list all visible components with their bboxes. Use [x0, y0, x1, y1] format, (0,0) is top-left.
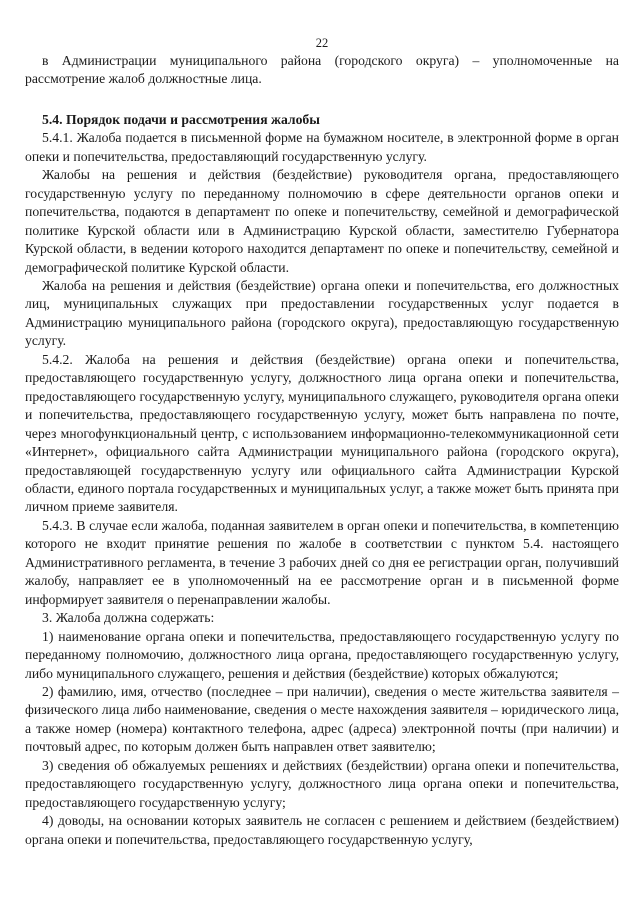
paragraph-5-4-1: 5.4.1. Жалоба подается в письменной форме на бумажном носителе, в электронной форме в орган опеки и попечительства, предоставляющий государственную услугу.: [25, 130, 619, 164]
paragraph-content-requirements: 3. Жалоба должна содержать:: [42, 610, 215, 626]
section-gap: [25, 89, 619, 111]
list-item-1: 1) наименование органа опеки и попечительства, предоставляющего государственную услугу по переданному полномочию, должностного лица органа, предоставляющего государственную услугу, либо муниципального служащего, решения и действия (бездействие) которых обжалуются;: [25, 628, 619, 681]
paragraph-complaint-head: Жалобы на решения и действия (бездействие) руководителя органа, предоставляющего государственную услугу по переданному полномочию в сфере деятельности органов опеки и попечительства, подаются в департамент по опеке и попечительству, семейной и демографической политике Курской области или в Администрацию Курской области, заместителю Губернатора Курской области, в ведении которого находится департамент по опеке и попечительству, семейной и демографической политике Курской области.: [25, 167, 619, 275]
list-item-4: 4) доводы, на основании которых заявитель не согласен с решением и действием (бездействием) органа опеки и попечительства, предоставляющего государственную услугу,: [25, 813, 619, 847]
paragraph-complaint-body: Жалоба на решения и действия (бездействие) органа опеки и попечительства, его должностных лиц, муниципальных служащих при предоставлении государственных услуг подается в Администрацию муниципального района (городского округа), предоставляющую государственную услугу.: [25, 277, 619, 349]
intro-paragraph: в Администрации муниципального района (городского округа) – уполномоченные на рассмотрение жалоб должностные лица.: [25, 53, 619, 87]
list-item-3: 3) сведения об обжалуемых решениях и действиях (бездействии) органа опеки и попечительства, предоставляющего государственную услугу, должностного лица органа опеки и попечительства, предоставляющего государственную услугу;: [25, 757, 619, 810]
section-heading: 5.4. Порядок подачи и рассмотрения жалобы: [42, 111, 320, 127]
paragraph-5-4-3: 5.4.3. В случае если жалоба, поданная заявителем в орган опеки и попечительства, в компетенцию которого не входит принятие решения по жалобе в соответствии с пунктом 5.4. настоящего Административного регламента, в течение 3 рабочих дней со дня ее регистрации орган, получивший жалобу, направляет ее в уполномоченный на ее рассмотрение орган и в письменной форме информирует заявителя о перенаправлении жалобы.: [25, 517, 619, 607]
list-item-2: 2) фамилию, имя, отчество (последнее – при наличии), сведения о месте жительства заявителя – физического лица либо наименование, сведения о месте нахождения заявителя – юридического лица, а также номер (номера) контактного телефона, адрес (адреса) электронной почты (при наличии) и почтовый адрес, по которым должен быть направлен ответ заявителю;: [25, 683, 619, 755]
paragraph-5-4-2: 5.4.2. Жалоба на решения и действия (бездействие) органа опеки и попечительства, предоставляющего государственную услугу, должностного лица органа опеки и попечительства, предоставляющего государственную услугу, муниципального служащего, руководителя органа опеки и попечительства, предоставляющего государственную услугу, может быть направлена по почте, через многофункциональный центр, с использованием информационно-телекоммуникационной сети «Интернет», официального сайта Администрации муниципального района (городского округа), предоставляющей государственную услугу или официального сайта Администрации Курской области, единого портала государственных и муниципальных услуг, а также может быть принята при личном приеме заявителя.: [25, 351, 619, 515]
page-number: 22: [315, 36, 329, 50]
